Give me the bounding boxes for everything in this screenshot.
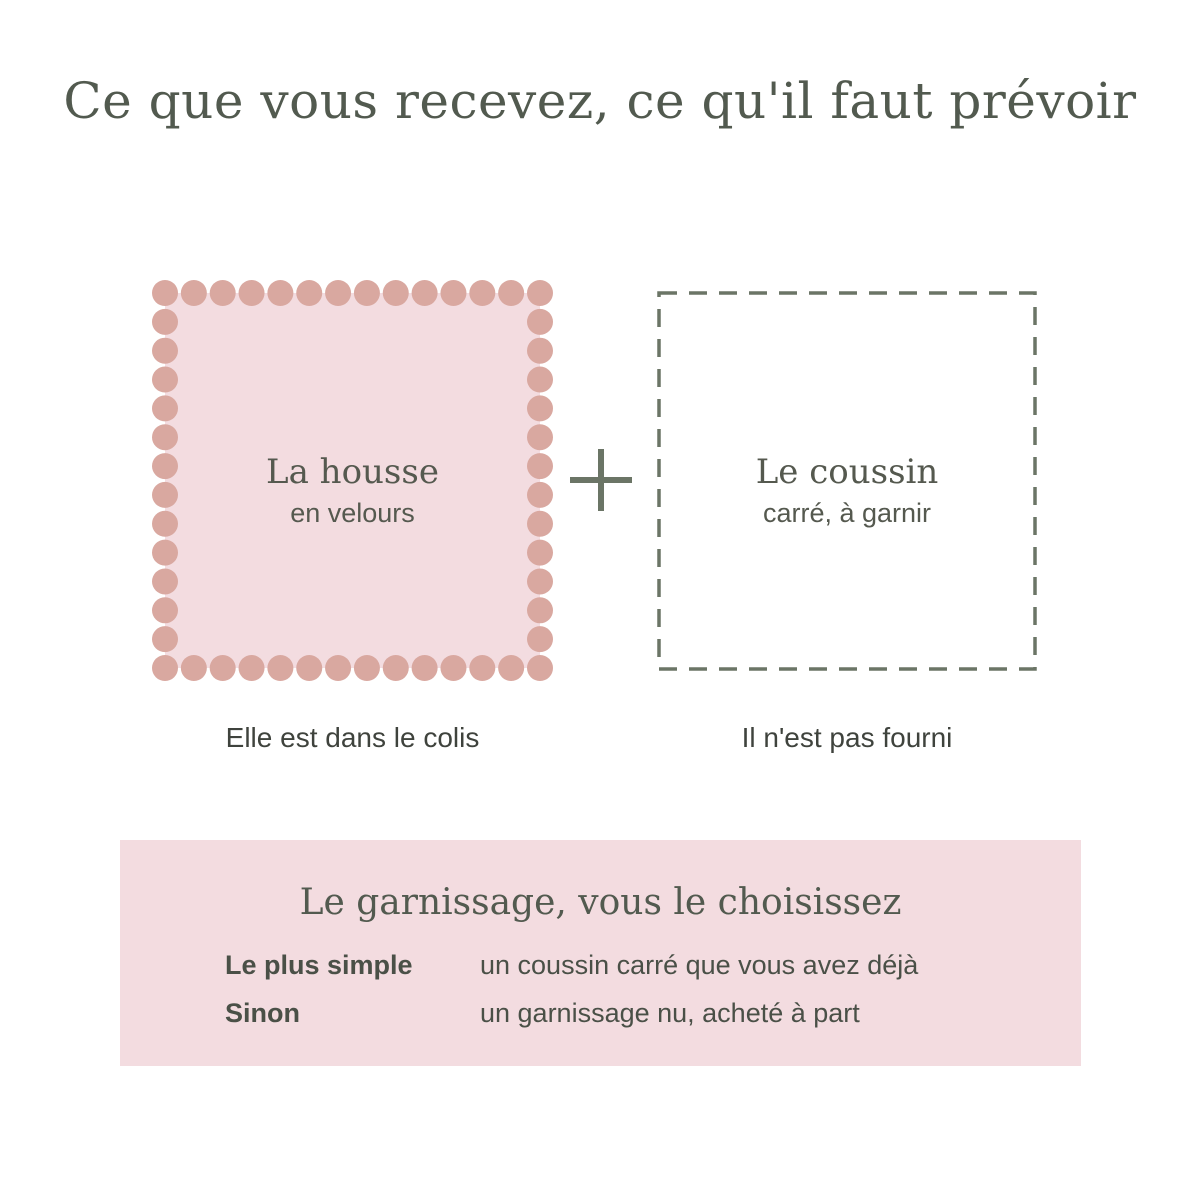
border-dot (152, 367, 178, 393)
border-dot (440, 280, 466, 306)
border-dot (152, 597, 178, 623)
border-dot (527, 367, 553, 393)
border-dot (210, 655, 236, 681)
border-dot (383, 655, 409, 681)
border-dot (239, 280, 265, 306)
border-dot (152, 655, 178, 681)
border-dot (296, 655, 322, 681)
border-dot (152, 309, 178, 335)
border-dot (181, 655, 207, 681)
border-dot (152, 338, 178, 364)
border-dot (527, 540, 553, 566)
border-dot (527, 424, 553, 450)
filling-option-row (120, 950, 1081, 990)
border-dot (527, 597, 553, 623)
border-dot (152, 395, 178, 421)
option-label: Le plus simple (225, 950, 413, 980)
cushion-title: Le coussin (755, 452, 939, 492)
border-dot (267, 280, 293, 306)
option-description: un coussin carré que vous avez déjà (480, 950, 919, 980)
page-title: Ce que vous recevez, ce qu'il faut prévoir (63, 72, 1137, 130)
border-dot (152, 424, 178, 450)
border-dot (527, 655, 553, 681)
border-dot (152, 626, 178, 652)
border-dot (325, 655, 351, 681)
border-dot (325, 280, 351, 306)
cover-title: La housse (266, 452, 439, 492)
border-dot (181, 280, 207, 306)
option-label: Sinon (225, 998, 300, 1028)
border-dot (354, 655, 380, 681)
cushion-caption: Il n'est pas fourni (741, 722, 953, 753)
border-dot (267, 655, 293, 681)
border-dot (498, 655, 524, 681)
border-dot (527, 626, 553, 652)
border-dot (469, 280, 495, 306)
border-dot (152, 568, 178, 594)
border-dot (440, 655, 466, 681)
cover-subtitle: en velours (290, 498, 415, 528)
border-dot (412, 655, 438, 681)
border-dot (527, 280, 553, 306)
border-dot (354, 280, 380, 306)
border-dot (527, 338, 553, 364)
border-dot (152, 280, 178, 306)
filling-option-row (120, 998, 1081, 1038)
filling-title: Le garnissage, vous le choisissez (299, 882, 902, 923)
border-dot (239, 655, 265, 681)
border-dot (527, 309, 553, 335)
border-dot (527, 395, 553, 421)
cushion-subtitle: carré, à garnir (762, 498, 932, 528)
border-dot (210, 280, 236, 306)
border-dot (296, 280, 322, 306)
border-dot (383, 280, 409, 306)
filling-panel (120, 840, 1081, 1066)
border-dot (469, 655, 495, 681)
cover-card (152, 280, 553, 681)
cushion-card (656, 290, 1038, 672)
cover-caption: Elle est dans le colis (225, 722, 480, 753)
border-dot (527, 568, 553, 594)
plus-icon (570, 449, 632, 511)
option-description: un garnissage nu, acheté à part (480, 998, 860, 1028)
border-dot (152, 540, 178, 566)
border-dot (498, 280, 524, 306)
border-dot (412, 280, 438, 306)
